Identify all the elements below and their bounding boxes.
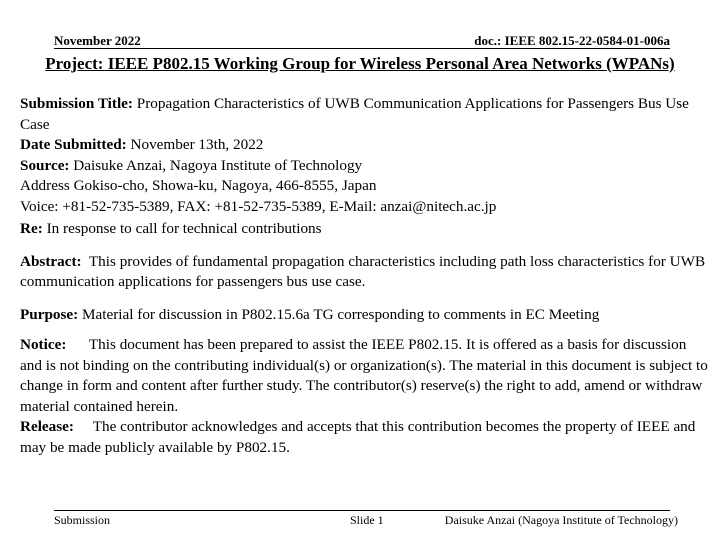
- release-value: The contributor acknowledges and accepts that this contribution becomes the property of IEEE and may be made publicly available by P802.15.: [20, 418, 696, 456]
- voice-line: Voice: +81-52-735-5389, FAX: +81-52-735-5389, E-Mail: anzai@nitech.ac.jp: [20, 197, 497, 215]
- re-line: [20, 219, 708, 240]
- date-submitted-line: [20, 135, 708, 156]
- document-body: [20, 94, 708, 458]
- date-submitted-label: Date Submitted:: [20, 136, 127, 153]
- source-line: [20, 156, 708, 177]
- footer-slide-number: Slide 1: [350, 513, 384, 527]
- notice-paragraph: [20, 335, 708, 417]
- abstract-paragraph: [20, 252, 708, 293]
- release-paragraph: [20, 417, 708, 458]
- header-doc-id: doc.: IEEE 802.15-22-0584-01-006a: [474, 33, 670, 48]
- notice-value: This document has been prepared to assist the IEEE P802.15. It is offered as a basis for discussion and is not binding on the contributing individual(s) or organization(s). The material in this document is subject to change in form and content after further study. The contributor(s) reserve(s) the right to add, amend or withdraw material contained herein.: [20, 336, 708, 415]
- purpose-line: [20, 305, 708, 326]
- abstract-value: This provides of fundamental propagation characteristics including path loss characteristics for UWB communication applications for passengers bus use case.: [20, 252, 706, 290]
- footer-author: Daisuke Anzai (Nagoya Institute of Technology): [444, 513, 678, 527]
- notice-label: Notice:: [20, 336, 67, 353]
- header-date: November 2022: [54, 33, 141, 48]
- abstract-label: Abstract:: [20, 252, 82, 270]
- page-title: Project: IEEE P802.15 Working Group for Wireless Personal Area Networks (WPANs): [45, 54, 675, 73]
- footer-submission: Submission: [54, 513, 111, 527]
- source-label: Source:: [20, 156, 70, 174]
- re-value: In response to call for technical contributions: [46, 220, 322, 237]
- header-rule: [54, 48, 670, 49]
- re-label: Re:: [20, 220, 43, 237]
- purpose-label: Purpose:: [20, 305, 79, 323]
- footer-rule: [54, 510, 670, 511]
- release-label: Release:: [20, 418, 74, 435]
- source-value: Daisuke Anzai, Nagoya Institute of Technology: [73, 156, 363, 174]
- submission-title-label: Submission Title:: [20, 95, 133, 112]
- purpose-value: Material for discussion in P802.15.6a TG corresponding to comments in EC Meeting: [82, 305, 600, 323]
- address-line: Address Gokiso-cho, Showa-ku, Nagoya, 466-8555, Japan: [20, 177, 377, 194]
- submission-title-line: [20, 94, 708, 135]
- submission-title-value: Propagation Characteristics of UWB Communication Applications for Passengers Bus Use Case: [20, 95, 689, 133]
- date-submitted-value: November 13th, 2022: [130, 136, 264, 153]
